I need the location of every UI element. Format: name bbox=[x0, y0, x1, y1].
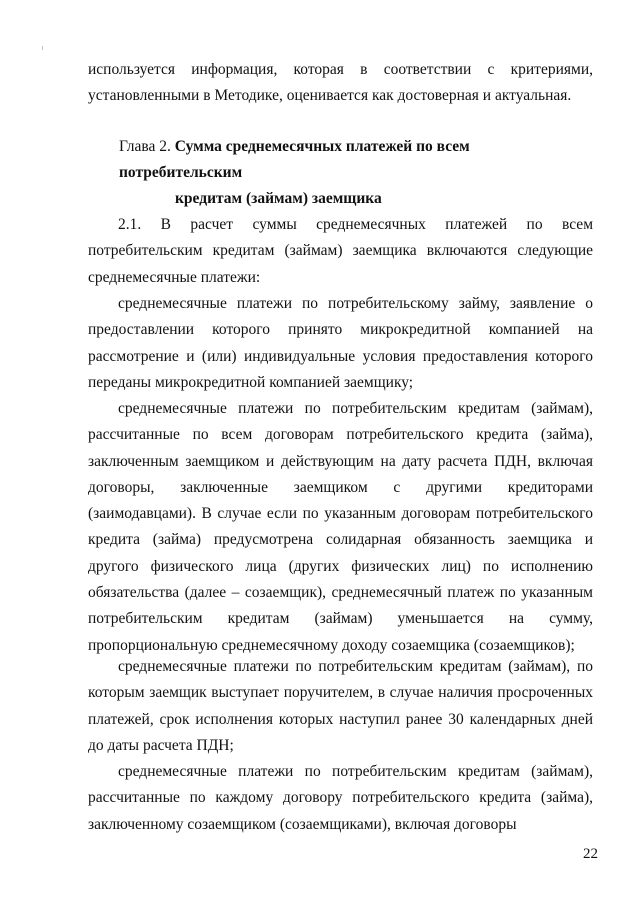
chapter-heading bbox=[88, 134, 593, 212]
list-item-4: среднемесячные платежи по потребительским кредитам (займам), рассчитанные по каждому договору потребительского кредита (займа), заключенному созаемщиком (созаемщиками), включая договоры bbox=[88, 763, 593, 833]
list-item-1: среднемесячные платежи по потребительскому займу, заявление о предоставлении которого принято микрокредитной компанией на рассмотрение и (или) индивидуальные условия предоставления которого переданы микрокредитной компанией заемщику; bbox=[88, 295, 593, 391]
page-number: 22 bbox=[583, 846, 598, 862]
clause-2-1: 2.1. В расчет суммы среднемесячных платежей по всем потребительским кредитам (займам) заемщика включаются следующие среднемесячные платежи: bbox=[88, 216, 593, 286]
intro-paragraph: используется информация, которая в соответствии с критериями, установленными в Методике, оценивается как достоверная и актуальная. bbox=[88, 61, 593, 105]
chapter-label: Глава 2. bbox=[119, 138, 171, 155]
list-item-3: среднемесячные платежи по потребительским кредитам (займам), по которым заемщик выступает поручителем, в случае наличия просроченных платежей, срок исполнения которых наступил ранее 30 календарных дней до даты расчета ПДН; bbox=[88, 658, 593, 754]
chapter-title-line2: кредитам (займам) заемщика bbox=[175, 190, 382, 207]
chapter-heading-line1 bbox=[88, 134, 593, 186]
chapter-heading-line2 bbox=[88, 186, 593, 212]
scan-artifact-mark bbox=[42, 46, 43, 50]
list-item-2: среднемесячные платежи по потребительским кредитам (займам), рассчитанные по всем договорам потребительского кредита (займа), заключенным заемщиком и действующим на дату расчета ПДН, включая договоры, заключенные заемщиком с другими кредиторами (заимодавцами). В случае если по указанным договорам потребительского кредита (займа) предусмотрена солидарная обязанность заемщика и другого физического лица (других физических лиц) по исполнению обязательства (далее – созаемщик), среднемесячный платеж по указанным потребительским кредитам (займам) уменьшается на сумму, пропорциональную среднемесячному доходу созаемщика (созаемщиков); bbox=[88, 400, 593, 654]
chapter-title-line1: Сумма среднемесячных платежей по всем потребительским bbox=[119, 138, 470, 181]
